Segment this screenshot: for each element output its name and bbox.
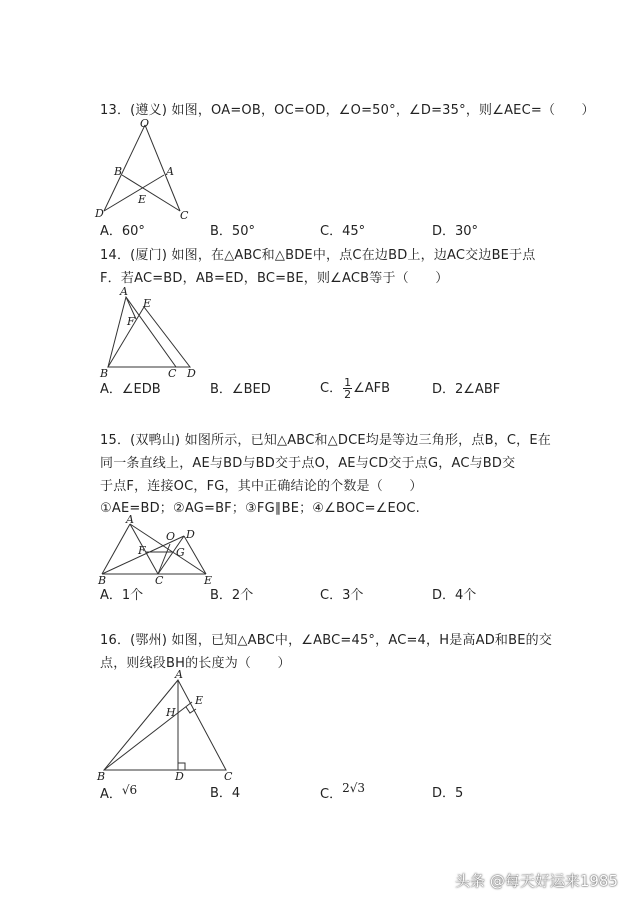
q16-label-E: E (195, 694, 204, 707)
q13-label-D: D (95, 207, 104, 220)
q16-label-D: D (175, 770, 184, 783)
q14-triangle-BDE (108, 307, 190, 367)
q16-option-a (100, 785, 137, 804)
q15-label-F: F (138, 544, 146, 557)
q14-label-D: D (187, 367, 196, 380)
q16-right-angle-D (178, 763, 185, 770)
q16-right-angle-E (186, 707, 196, 713)
q15-option-d: D．4个 (432, 588, 477, 603)
q15-label-E: E (204, 574, 213, 587)
q15-label-A: A (126, 513, 134, 526)
q16-option-c (320, 781, 365, 804)
q16-label-H: H (166, 706, 176, 719)
q14-label-A: A (120, 285, 128, 298)
q14-stem-line1: 14．(厦门) 如图，在△ABC和△BDE中，点C在边BD上，边AC交边BE于点 (100, 248, 536, 263)
q13-label-O: O (140, 117, 150, 130)
q14-option-c-numerator: 1 (344, 376, 352, 389)
q14-label-B: B (100, 367, 109, 380)
q14-option-b: B．∠BED (210, 382, 271, 397)
q14-option-c-fraction (343, 377, 352, 400)
q15-label-O: O (166, 530, 176, 543)
q14-label-C: C (168, 367, 177, 380)
q16-option-c-prefix: C． (320, 787, 343, 802)
q13-option-a: A．60° (100, 224, 145, 239)
q15-label-D: D (186, 528, 195, 541)
q15-stem-line3: 于点F，连接OC，FG，其中正确结论的个数是（ ） (100, 479, 423, 494)
q16-option-a-value: √6 (121, 783, 138, 797)
q14-option-c (320, 377, 390, 400)
q14-triangle-ABC (108, 297, 176, 367)
q16-stem-line2: 点，则线段BH的长度为（ ） (100, 656, 291, 671)
q16-altitude-BE (104, 702, 192, 770)
q13-label-B: B (114, 165, 123, 178)
q15-line-DE (184, 536, 206, 574)
q15-label-B: B (98, 574, 107, 587)
q16-stem-line1: 16．(鄂州) 如图，已知△ABC中，∠ABC=45°，AC=4，H是高AD和BE的交 (100, 633, 553, 648)
q14-label-E: E (143, 297, 152, 310)
q14-figure (98, 285, 213, 380)
q15-stem-line2: 同一条直线上，AE与BD与BD交于点O，AE与CD交于点G，AC与BD交 (100, 456, 516, 471)
q15-stem-line4: ①AE=BD；②AG=BF；③FG∥BE；④∠BOC=∠EOC. (100, 501, 421, 516)
q15-label-C: C (155, 574, 164, 587)
q15-label-G: G (176, 546, 185, 559)
q15-stem-line1: 15．(双鸭山) 如图所示，已知△ABC和△DCE均是等边三角形，点B，C，E在 (100, 433, 551, 448)
q13-label-A: A (166, 165, 174, 178)
q16-label-B: B (97, 770, 106, 783)
q16-option-c-value: 2√3 (342, 781, 365, 795)
q16-label-A: A (175, 668, 183, 681)
q14-stem-line2: F．若AC=BD，AB=ED，BC=BE，则∠ACB等于（ ） (100, 271, 449, 286)
q15-option-a: A．1个 (100, 588, 144, 603)
q14-option-c-suffix: ∠AFB (353, 381, 391, 396)
q15-option-b: B．2个 (210, 588, 254, 603)
q15-option-c: C．3个 (320, 588, 364, 603)
q13-label-E: E (138, 193, 147, 206)
q15-line-AB (102, 524, 130, 574)
q13-line-OC (145, 125, 180, 211)
q13-option-c: C．45° (320, 224, 366, 239)
q14-label-F: F (127, 315, 135, 328)
q16-option-a-prefix: A． (100, 787, 122, 802)
q13-stem: 13．(遵义) 如图，OA=OB，OC=OD，∠O=50°，∠D=35°，则∠AEC=（ ） (100, 103, 595, 118)
watermark: 头条 @每天好运来1985 (455, 872, 618, 890)
q13-option-d: D．30° (432, 224, 479, 239)
q16-option-d: D．5 (432, 786, 464, 801)
q16-triangle-ABC (104, 680, 226, 770)
q14-option-c-denominator: 2 (344, 388, 352, 401)
q16-figure (96, 668, 241, 783)
q13-line-BC (122, 175, 180, 211)
q14-option-a: A．∠EDB (100, 382, 161, 397)
q13-figure (92, 117, 202, 222)
q15-figure (96, 513, 221, 587)
q14-option-c-prefix: C． (320, 381, 343, 396)
q16-option-b: B．4 (210, 786, 241, 801)
q13-option-b: B．50° (210, 224, 255, 239)
q14-option-d: D．2∠ABF (432, 382, 501, 397)
q13-label-C: C (180, 209, 189, 222)
q16-label-C: C (224, 770, 233, 783)
